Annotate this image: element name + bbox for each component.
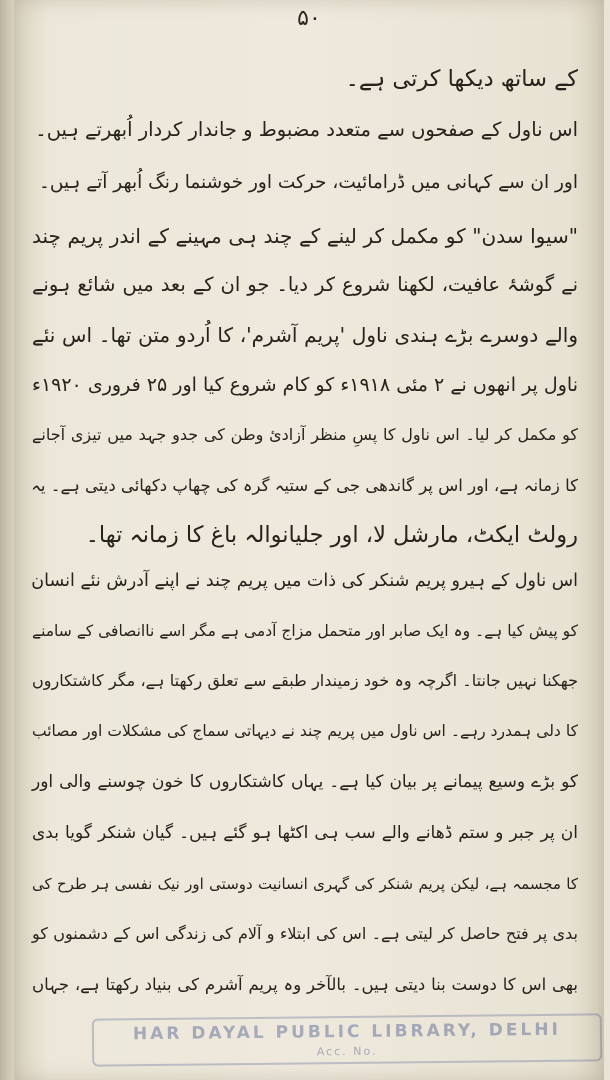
text-line-15: کو بڑے وسیع پیمانے پر بیان کیا ہے۔ یہاں کاشتکاروں کا خون چوسنے والی اور [32, 772, 578, 792]
text-line-11: اس ناول کے ہیرو پریم شنکر کی ذات میں پریم چند نے اپنے آدرش نئے انسان [31, 571, 578, 591]
text-line-5: نے گوشۂ عافیت، لکھنا شروع کر دیا۔ جو ان کے بعد میں شائع ہونے [32, 273, 578, 296]
text-line-13: جھکنا نہیں جانتا۔ اگرچہ وہ خود زمیندار طبقے سے تعلق رکھتا ہے، مگر کاشتکاروں [32, 671, 578, 690]
text-line-14: کا دلی ہمدرد رہے۔ اس ناول میں پریم چند نے دیہاتی سماج کی مشکلات اور مصائب [32, 722, 578, 740]
text-line-19: بھی اس کا دوست بنا دیتی ہیں۔ بالآخر وہ پریم آشرم کی بنیاد رکھتا ہے، جہاں [32, 975, 578, 994]
page-number: ۵۰ [297, 6, 321, 31]
text-line-9: کا زمانہ ہے، اور اس پر گاندھی جی کے ستیہ گرہ کی چھاپ دکھائی دیتی ہے۔ یہ [31, 476, 578, 495]
text-line-12: کو پیش کیا ہے۔ وہ ایک صابر اور متحمل مزاج آدمی ہے مگر اسے ناانصافی کے سامنے [32, 622, 578, 640]
text-line-10: رولٹ ایکٹ، مارشل لا، اور جلیانوالہ باغ کا زمانہ تھا۔ [85, 522, 578, 548]
text-line-1: کے ساتھ دیکھا کرتی ہے۔ [345, 66, 578, 92]
text-line-3: اور ان سے کہانی میں ڈرامائیت، حرکت اور خوشنما رنگ اُبھر آتے ہیں۔ [39, 172, 578, 193]
book-page [14, 0, 604, 1080]
library-stamp [92, 1013, 602, 1066]
library-stamp-subtitle: Acc. No. [316, 1044, 378, 1059]
text-line-4: "سیوا سدن" کو مکمل کر لینے کے چند ہی مہینے کے اندر پریم چند [32, 224, 578, 248]
text-line-18: بدی پر فتح حاصل کر لیتی ہے۔ اس کی ابتلاء و آلام کی زندگی اس کے دشمنوں کو [32, 924, 578, 943]
book-spine-shadow [0, 0, 14, 1080]
text-line-16: ان پر جبر و ستم ڈھانے والے سب ہی اکٹھا ہو گئے ہیں۔ گیان شنکر گویا بدی [32, 823, 578, 843]
text-line-17: کا مجسمہ ہے، لیکن پریم شنکر کی گہری انسانیت دوستی اور نیک نفسی ہر طرح کی [32, 875, 578, 893]
text-line-6: والے دوسرے بڑے ہندی ناول 'پریم آشرم'، کا اُردو متن تھا۔ اس نئے [32, 323, 578, 347]
library-stamp-title: HAR DAYAL PUBLIC LIBRARY, DELHI [132, 1019, 561, 1045]
text-line-7: ناول پر انھوں نے ۲ مئی ۱۹۱۸ء کو کام شروع کیا اور ۲۵ فروری ۱۹۲۰ء [32, 374, 578, 396]
text-line-8: کو مکمل کر لیا۔ اس ناول کا پسِ منظر آزادیٔ وطن کی جدو جہد میں تیزی آجانے [32, 425, 578, 444]
text-line-2: اس ناول کے صفحوں سے متعدد مضبوط و جاندار کردار اُبھرتے ہیں۔ [35, 118, 578, 141]
